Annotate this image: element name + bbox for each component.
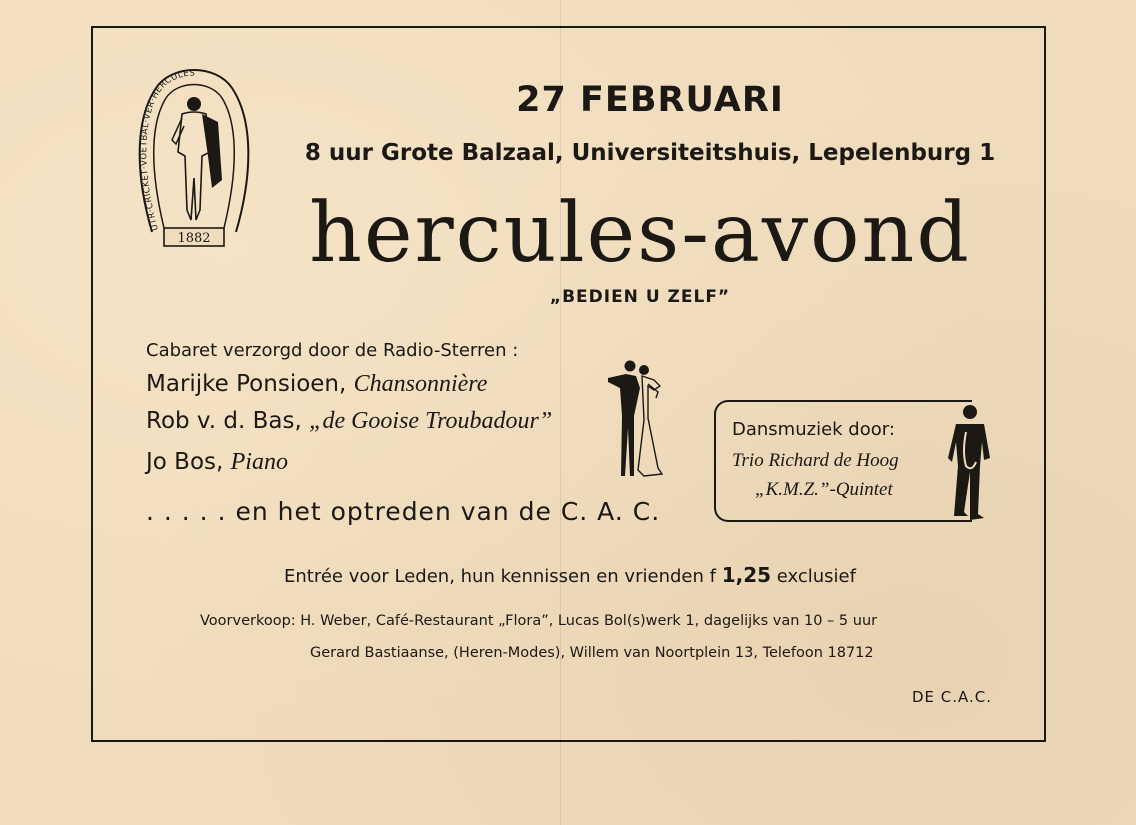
performer-role: Piano: [230, 449, 288, 475]
performer-name: Rob v. d. Bas,: [146, 408, 302, 434]
cabaret-intro: Cabaret verzorgd door de Radio-Sterren :: [146, 340, 519, 361]
event-date: 27 FEBRUARI: [516, 80, 784, 120]
saxophone-player-icon: [944, 402, 994, 522]
performer-line: [146, 371, 487, 398]
emblem-ring-text: UTR·CRICKET·VOETBAL·VER·HERCULES: [139, 68, 196, 232]
event-title: hercules-avond: [309, 186, 971, 281]
performer-name: Marijke Ponsioen,: [146, 371, 347, 397]
cac-performance: . . . . . en het optreden van de C. A. C.: [146, 497, 661, 526]
presale-line-2: Gerard Bastiaanse, (Heren-Modes), Willem van Noortplein 13, Telefoon 18712: [310, 645, 874, 661]
dancing-couple-icon: [604, 358, 664, 482]
dance-band: „K.M.Z.”-Quintet: [755, 479, 893, 500]
organizer-signature: DE C.A.C.: [912, 688, 993, 706]
dance-band: Trio Richard de Hoog: [732, 450, 899, 471]
presale-line-1: Voorverkoop: H. Weber, Café-Restaurant „Flora”, Lucas Bol(s)werk 1, dagelijks van 10 – 5 uur: [200, 613, 878, 629]
entry-text-suffix: exclusief: [776, 566, 856, 587]
event-venue: 8 uur Grote Balzaal, Universiteitshuis, Lepelenburg 1: [304, 140, 996, 166]
entry-price: 1,25: [721, 563, 772, 587]
emblem-year: 1882: [177, 231, 211, 246]
hercules-emblem: [138, 60, 250, 256]
entry-text: Entrée voor Leden, hun kennissen en vrienden f: [284, 566, 716, 587]
entry-fee: [200, 563, 940, 587]
performer-role: Chansonnière: [353, 371, 488, 397]
dance-music-heading: Dansmuziek door:: [732, 419, 895, 440]
performer-role: „de Gooise Troubadour”: [309, 408, 553, 434]
performer-name: Jo Bos,: [146, 449, 224, 475]
event-subtitle: „BEDIEN U ZELF”: [549, 287, 731, 307]
performer-line: [146, 449, 288, 476]
performer-line: [146, 408, 552, 435]
